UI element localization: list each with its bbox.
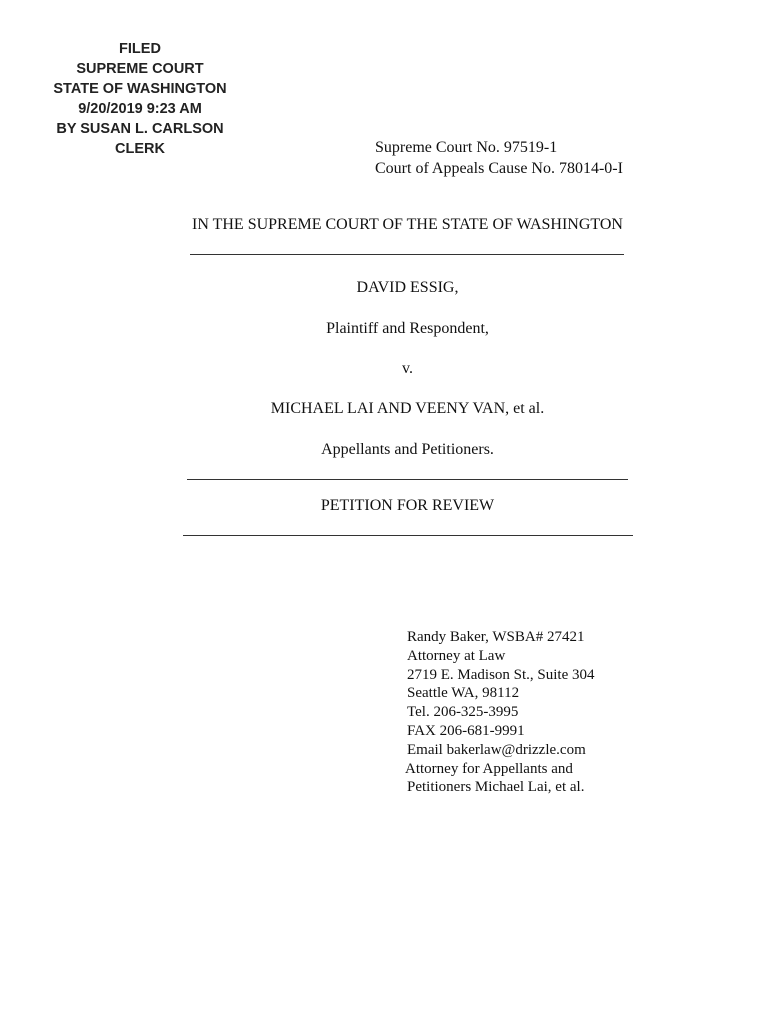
case-numbers (375, 137, 623, 179)
stamp-line-by-clerk: BY SUSAN L. CARLSON (56, 121, 224, 137)
attorney-name: Randy Baker, WSBA# 27421 (407, 629, 585, 645)
attorney-email: Email bakerlaw@drizzle.com (407, 741, 586, 758)
defendants-role: Appellants and Petitioners. (321, 441, 494, 458)
stamp-line-court: SUPREME COURT (76, 61, 204, 77)
heading-rule (190, 254, 624, 255)
stamp-line-clerk: CLERK (115, 141, 165, 157)
defendants-name: MICHAEL LAI AND VEENY VAN, et al. (270, 400, 545, 417)
title-rule (183, 535, 633, 536)
document-title: PETITION FOR REVIEW (320, 497, 495, 514)
court-of-appeals-number: Court of Appeals Cause No. 78014-0-I (375, 160, 623, 177)
filing-stamp (40, 39, 240, 159)
versus-label: v. (402, 360, 413, 377)
supreme-court-number: Supreme Court No. 97519-1 (375, 139, 558, 156)
attorney-fax: FAX 206-681-9991 (407, 722, 525, 739)
attorney-phone: Tel. 206-325-3995 (407, 704, 519, 721)
attorney-title: Attorney at Law (407, 647, 506, 664)
stamp-line-filed: FILED (119, 41, 161, 57)
attorney-for-line-2: Petitioners Michael Lai, et al. (407, 779, 585, 796)
attorney-block (407, 628, 595, 797)
stamp-line-state: STATE OF WASHINGTON (53, 81, 227, 97)
stamp-line-datetime: 9/20/2019 9:23 AM (78, 101, 202, 117)
court-heading: IN THE SUPREME COURT OF THE STATE OF WASHINGTON (192, 216, 623, 233)
caption-rule (187, 479, 628, 480)
plaintiff-name: DAVID ESSIG, (356, 279, 459, 296)
attorney-city: Seattle WA, 98112 (407, 685, 520, 702)
attorney-street: 2719 E. Madison St., Suite 304 (407, 666, 595, 683)
attorney-for-line-1: Attorney for Appellants and (405, 760, 573, 777)
plaintiff-role: Plaintiff and Respondent, (326, 320, 489, 337)
